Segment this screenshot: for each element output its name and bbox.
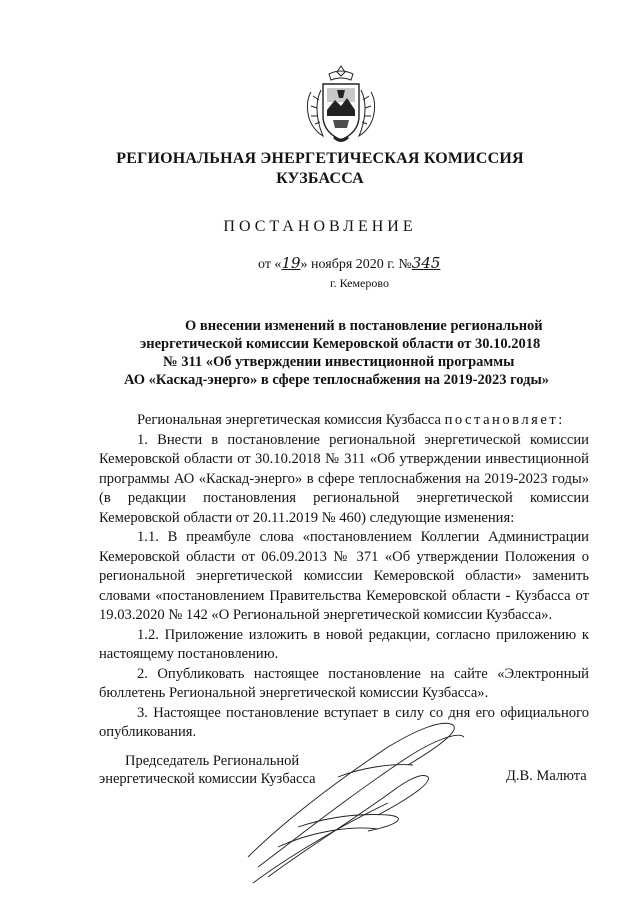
date-middle: » ноября 2020 г. №: [300, 257, 412, 272]
document-type-title: ПОСТАНОВЛЕНИЕ: [223, 218, 417, 235]
subject-line: О внесении изменений в постановление региональной: [185, 318, 543, 334]
signatory-name: Д.В. Малюта: [506, 768, 587, 784]
paragraph-2: 2. Опубликовать настоящее постановление на сайте «Электронный бюллетень Региональной энергетической комиссии Кузбасса».: [99, 665, 589, 701]
intro-resolves: постановляет:: [444, 412, 565, 428]
organization-name-line1: РЕГИОНАЛЬНАЯ ЭНЕРГЕТИЧЕСКАЯ КОМИССИЯ: [116, 150, 524, 167]
subject-line: № 311 «Об утверждении инвестиционной программы: [163, 354, 515, 370]
decree-body: [99, 411, 589, 743]
paragraph-3: 3. Настоящее постановление вступает в силу со дня его официального опубликования.: [99, 704, 589, 740]
handwritten-day: 19: [281, 254, 301, 272]
handwritten-signature: [238, 707, 478, 887]
paragraph-1-1: 1.1. В преамбуле слова «постановлением Коллегии Администрации Кемеровской области от 06.09.2013 № 371 «Об утверждении Положения о региональной энергетической комиссии Кемеровской области» заменить словами «постановлением Правительства Кемеровской области - Кузбасса от 19.03.2020 № 142 «О Региональной энергетической комиссии Кузбасса».: [99, 529, 589, 623]
city-name: г. Кемерово: [330, 276, 389, 290]
signatory-title-line1: Председатель Региональной: [125, 753, 300, 769]
subject-line: АО «Каскад-энерго» в сфере теплоснабжения на 2019-2023 годы»: [124, 372, 550, 388]
signatory-title-line2: энергетической комиссии Кузбасса: [99, 771, 316, 787]
document-date-line: [258, 254, 440, 273]
paragraph-1-2: 1.2. Приложение изложить в новой редакции, согласно приложению к настоящему постановлению.: [99, 626, 589, 662]
handwritten-number: 345: [411, 254, 441, 272]
intro-paragraph: [99, 411, 589, 431]
kuzbass-coat-of-arms-icon: [303, 62, 379, 148]
date-prefix: от «: [258, 257, 282, 272]
paragraph-1: 1. Внести в постановление региональной энергетической комиссии Кемеровской области от 30.10.2018 № 311 «Об утверждении инвестиционной программы АО «Каскад-энерго» в сфере теплоснабжения на 2019-2023 годы» (в редакции постановления региональной энергетической комиссии Кемеровской области от 20.11.2019 № 460) следующие изменения:: [99, 431, 589, 526]
intro-lead: Региональная энергетическая комиссия Кузбасса: [137, 412, 445, 428]
subject-line: энергетической комиссии Кемеровской области от 30.10.2018: [140, 336, 541, 352]
organization-name-line2: КУЗБАССА: [276, 170, 364, 187]
